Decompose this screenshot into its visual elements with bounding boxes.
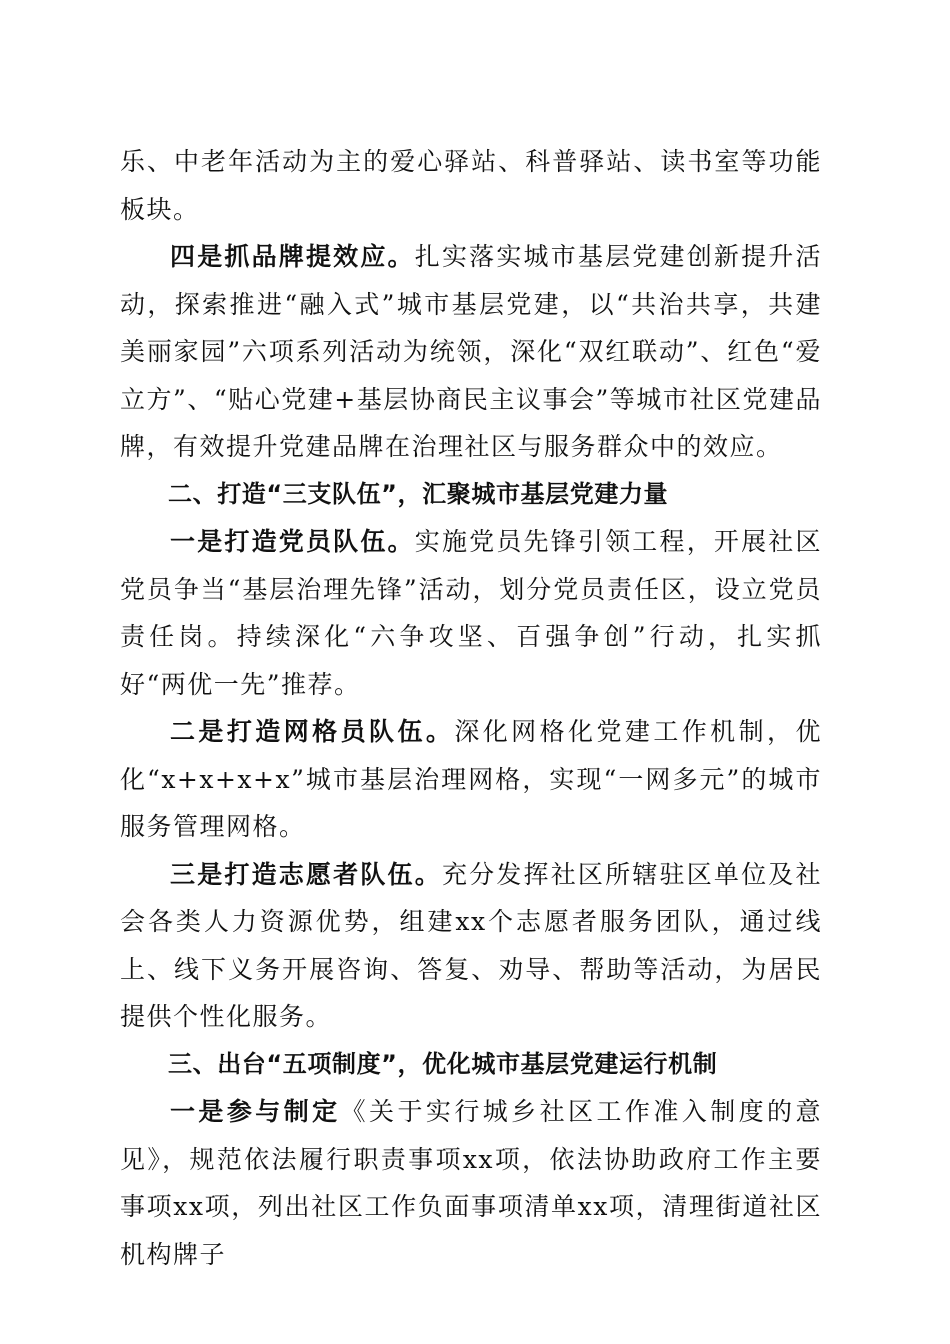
paragraph-party-member-team — [120, 518, 822, 708]
paragraph-text: 深化网格化党建工作机制，优化“x+x+x+x”城市基层治理网格，实现“一网多元”的城市服务管理网格。 — [120, 717, 822, 841]
paragraph-text: 《关于实行城乡社区工作准入制度的意见》，规范依法履行职责事项xx项，依法协助政府工作主要事项xx项，列出社区工作负面事项清单xx项，清理街道社区机构牌子 — [120, 1097, 822, 1269]
paragraph-lead: 四是抓品牌提效应。 — [170, 242, 415, 271]
section-heading-three: 三、出台“五项制度”，优化城市基层党建运行机制 — [168, 1049, 718, 1078]
paragraph-function-blocks — [120, 138, 822, 233]
paragraph-lead: 二是打造网格员队伍。 — [170, 717, 455, 746]
paragraph-text: 充分发挥社区所辖驻区单位及社会各类人力资源优势，组建xx个志愿者服务团队，通过线上、线下义务开展咨询、答复、劝导、帮助等活动，为居民提供个性化服务。 — [120, 859, 822, 1031]
paragraph-grid-team — [120, 708, 822, 851]
paragraph-lead: 一是打造党员队伍。 — [170, 527, 415, 556]
document-page — [120, 138, 822, 1278]
paragraph-text: 扎实落实城市基层党建创新提升活动，探索推进“融入式”城市基层党建，以“共治共享，共建美丽家园”六项系列活动为统领，深化“双红联动”、红色“爱立方”、“贴心党建+基层协商民主议事会”等城市社区党建品牌，有效提升党建品牌在治理社区与服务群众中的效应。 — [120, 242, 822, 461]
paragraph-access-system — [120, 1088, 822, 1278]
paragraph-text: 实施党员先锋引领工程，开展社区党员争当“基层治理先锋”活动，划分党员责任区，设立党员责任岗。持续深化“六争攻坚、百强争创”行动，扎实抓好“两优一先”推荐。 — [120, 527, 822, 699]
paragraph-text: 乐、中老年活动为主的爱心驿站、科普驿站、读书室等功能板块。 — [120, 147, 822, 224]
paragraph-lead: 一是参与制定 — [170, 1097, 341, 1126]
paragraph-lead: 三是打造志愿者队伍。 — [170, 859, 442, 889]
paragraph-volunteer-team — [120, 851, 822, 1041]
section-heading-two: 二、打造“三支队伍”，汇聚城市基层党建力量 — [168, 479, 669, 508]
paragraph-brand-effect — [120, 233, 822, 471]
